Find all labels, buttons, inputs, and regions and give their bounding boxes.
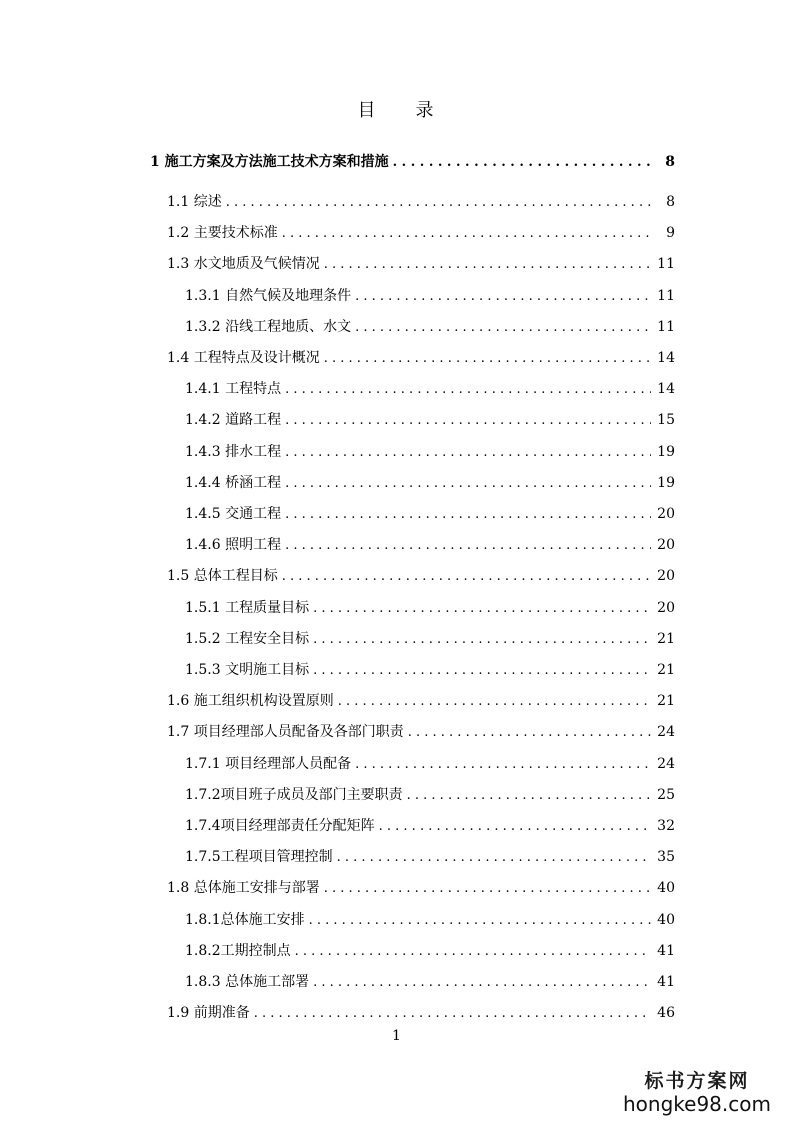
toc-leader-dots bbox=[355, 318, 651, 338]
toc-entry-page: 41 bbox=[657, 974, 675, 990]
toc-entry-number: 1.7 bbox=[167, 724, 194, 740]
toc-leader-dots bbox=[355, 287, 651, 307]
toc-leader-dots bbox=[324, 879, 651, 899]
toc-entry-label: 总体工程目标 bbox=[193, 568, 278, 584]
toc-leader-dots bbox=[285, 474, 651, 494]
toc-leader-dots bbox=[285, 536, 651, 556]
toc-entry[interactable] bbox=[185, 317, 675, 337]
toc-entry[interactable] bbox=[150, 152, 675, 172]
toc-entry-number: 1.3 bbox=[167, 256, 194, 272]
toc-entry-number: 1.8.3 bbox=[185, 974, 226, 990]
toc-entry-number: 1.1 bbox=[167, 194, 194, 210]
toc-entry-number: 1.7.4 bbox=[185, 818, 221, 834]
toc-entry-number: 1.6 bbox=[167, 693, 194, 709]
toc-entry[interactable] bbox=[185, 442, 675, 462]
toc-entry-page: 21 bbox=[657, 662, 675, 678]
toc-entry-number: 1.7.5 bbox=[185, 849, 221, 865]
toc-entry-page: 21 bbox=[657, 693, 675, 709]
toc-entry[interactable] bbox=[185, 847, 675, 867]
toc-entry[interactable] bbox=[167, 254, 675, 274]
toc-entry-number: 1.3.1 bbox=[185, 288, 226, 304]
toc-leader-dots bbox=[285, 443, 651, 463]
toc-entry[interactable] bbox=[167, 691, 675, 711]
toc-entry-number: 1.4.1 bbox=[185, 381, 226, 397]
toc-entry-label: 工程质量目标 bbox=[225, 600, 310, 616]
toc-entry[interactable] bbox=[167, 566, 675, 586]
toc-leader-dots bbox=[295, 942, 652, 962]
toc-entry-number: 1.4.2 bbox=[185, 412, 226, 428]
toc-entry-page: 20 bbox=[657, 568, 675, 584]
toc-entry-label: 项目班子成员及部门主要职责 bbox=[220, 787, 403, 803]
toc-entry-label: 文明施工目标 bbox=[225, 662, 310, 678]
toc-entry-number: 1.5.1 bbox=[185, 600, 226, 616]
toc-entry-number: 1.5 bbox=[167, 568, 194, 584]
toc-entry-number: 1.2 bbox=[167, 225, 194, 241]
toc-entry[interactable] bbox=[185, 598, 675, 618]
toc-entry-page: 19 bbox=[657, 444, 675, 460]
toc-entry-page: 20 bbox=[657, 506, 675, 522]
toc-entry-label: 排水工程 bbox=[225, 444, 282, 460]
toc-entry-label: 总体施工部署 bbox=[225, 974, 310, 990]
toc-entry[interactable] bbox=[185, 941, 675, 961]
toc-entry-label: 工期控制点 bbox=[220, 943, 291, 959]
toc-entry-number: 1 bbox=[150, 154, 165, 170]
toc-entry-label: 工程项目管理控制 bbox=[220, 849, 333, 865]
toc-leader-dots bbox=[313, 630, 651, 650]
toc-entry-label: 桥涵工程 bbox=[225, 475, 282, 491]
toc-entry-label: 照明工程 bbox=[225, 537, 282, 553]
toc-entry-page: 21 bbox=[657, 631, 675, 647]
toc-leader-dots bbox=[324, 349, 651, 369]
toc-entry-label: 工程特点及设计概况 bbox=[193, 350, 320, 366]
toc-entry-page: 11 bbox=[657, 288, 675, 304]
toc-entry-label: 施工组织机构设置原则 bbox=[193, 693, 334, 709]
page-number: 1 bbox=[392, 1028, 401, 1044]
toc-entry-number: 1.4.4 bbox=[185, 475, 226, 491]
toc-entry[interactable] bbox=[185, 816, 675, 836]
toc-leader-dots bbox=[407, 786, 652, 806]
toc-entry[interactable] bbox=[167, 878, 675, 898]
toc-entry-page: 11 bbox=[657, 256, 675, 272]
toc-entry-label: 项目经理部人员配备及各部门职责 bbox=[193, 724, 404, 740]
toc-entry[interactable] bbox=[167, 722, 675, 742]
toc-entry-number: 1.4 bbox=[167, 350, 194, 366]
toc-entry-label: 自然气候及地理条件 bbox=[225, 288, 352, 304]
toc-entry[interactable] bbox=[185, 410, 675, 430]
toc-entry-page: 19 bbox=[657, 475, 675, 491]
toc-entry[interactable] bbox=[185, 504, 675, 524]
title-char-1: 目 bbox=[357, 100, 378, 121]
toc-entry-label: 交通工程 bbox=[225, 506, 282, 522]
toc-entry-page: 35 bbox=[657, 849, 675, 865]
toc-entry-page: 32 bbox=[657, 818, 675, 834]
toc-entry-page: 11 bbox=[657, 319, 675, 335]
toc-entry-number: 1.8 bbox=[167, 880, 194, 896]
toc-entry-number: 1.7.2 bbox=[185, 787, 221, 803]
toc-entry-page: 20 bbox=[657, 600, 675, 616]
toc-entry[interactable] bbox=[185, 535, 675, 555]
toc-leader-dots bbox=[313, 599, 651, 619]
toc-entry[interactable] bbox=[185, 629, 675, 649]
toc-entry-number: 1.7.1 bbox=[185, 756, 226, 772]
watermark-cn: 标书方案网 bbox=[644, 1070, 750, 1092]
toc-entry-label: 工程安全目标 bbox=[225, 631, 310, 647]
toc-entry-page: 15 bbox=[657, 412, 675, 428]
toc-entry-label: 施工方案及方法施工技术方案和措施 bbox=[164, 154, 389, 170]
toc-entry[interactable] bbox=[185, 379, 675, 399]
toc-entry-label: 总体施工安排 bbox=[220, 912, 305, 928]
toc-entry-label: 总体施工安排与部署 bbox=[193, 880, 320, 896]
toc-entry-label: 道路工程 bbox=[225, 412, 282, 428]
toc-leader-dots bbox=[285, 505, 651, 525]
toc-entry-label: 工程特点 bbox=[225, 381, 282, 397]
toc-entry-number: 1.5.2 bbox=[185, 631, 226, 647]
toc-entry-label: 项目经理部责任分配矩阵 bbox=[220, 818, 375, 834]
toc-entry-label: 综述 bbox=[193, 194, 222, 210]
toc-leader-dots bbox=[379, 817, 652, 837]
toc-entry[interactable] bbox=[185, 785, 675, 805]
toc-entry-number: 1.9 bbox=[167, 1005, 194, 1021]
toc-entry-page: 40 bbox=[657, 880, 675, 896]
toc-entry[interactable] bbox=[167, 1003, 675, 1023]
toc-leader-dots bbox=[393, 153, 653, 173]
toc-leader-dots bbox=[285, 380, 651, 400]
toc-entry-label: 项目经理部人员配备 bbox=[225, 756, 352, 772]
toc-entry[interactable] bbox=[185, 286, 675, 306]
toc-leader-dots bbox=[282, 224, 653, 244]
toc-entry[interactable] bbox=[167, 223, 675, 243]
toc-entry[interactable] bbox=[185, 972, 675, 992]
toc-leader-dots bbox=[313, 661, 651, 681]
toc-entry-label: 水文地质及气候情况 bbox=[193, 256, 320, 272]
toc-entry-page: 14 bbox=[657, 350, 675, 366]
toc-entry-label: 主要技术标准 bbox=[193, 225, 278, 241]
toc-entry[interactable] bbox=[185, 910, 675, 930]
toc-entry-page: 9 bbox=[666, 225, 675, 241]
toc-entry-page: 41 bbox=[657, 943, 675, 959]
toc-entry-page: 24 bbox=[657, 756, 675, 772]
toc-entry-page: 14 bbox=[657, 381, 675, 397]
toc-leader-dots bbox=[282, 567, 651, 587]
toc-entry-page: 25 bbox=[657, 787, 675, 803]
toc-leader-dots bbox=[285, 411, 651, 431]
toc-entry-label: 前期准备 bbox=[193, 1005, 250, 1021]
toc-entry[interactable] bbox=[167, 348, 675, 368]
toc-entry-number: 1.4.6 bbox=[185, 537, 226, 553]
toc-leader-dots bbox=[313, 973, 651, 993]
toc-leader-dots bbox=[355, 755, 651, 775]
page-title bbox=[0, 96, 793, 122]
toc-entry[interactable] bbox=[185, 660, 675, 680]
toc-leader-dots bbox=[254, 1004, 651, 1024]
toc-entry-page: 8 bbox=[666, 194, 675, 210]
toc-entry-page: 40 bbox=[657, 912, 675, 928]
toc-leader-dots bbox=[226, 193, 653, 213]
toc-leader-dots bbox=[337, 848, 652, 868]
toc-leader-dots bbox=[324, 255, 651, 275]
toc-entry[interactable] bbox=[185, 473, 675, 493]
toc-entry[interactable] bbox=[185, 754, 675, 774]
toc-entry-page: 8 bbox=[665, 154, 675, 170]
toc-entry-page: 20 bbox=[657, 537, 675, 553]
toc-entry-number: 1.8.1 bbox=[185, 912, 221, 928]
toc-leader-dots bbox=[408, 723, 651, 743]
title-char-2: 录 bbox=[415, 100, 436, 121]
toc-entry-label: 沿线工程地质、水文 bbox=[225, 319, 352, 335]
toc-entry-number: 1.3.2 bbox=[185, 319, 226, 335]
toc-leader-dots bbox=[338, 692, 651, 712]
toc-entry[interactable] bbox=[167, 192, 675, 212]
toc-entry-page: 24 bbox=[657, 724, 675, 740]
toc-entry-number: 1.5.3 bbox=[185, 662, 226, 678]
toc-entry-number: 1.4.5 bbox=[185, 506, 226, 522]
toc-entry-page: 46 bbox=[657, 1005, 675, 1021]
toc-leader-dots bbox=[309, 911, 652, 931]
watermark-en: hongke98.com bbox=[623, 1092, 771, 1116]
toc-entry-number: 1.8.2 bbox=[185, 943, 221, 959]
watermark-logo bbox=[617, 1070, 777, 1116]
toc-entry-number: 1.4.3 bbox=[185, 444, 226, 460]
